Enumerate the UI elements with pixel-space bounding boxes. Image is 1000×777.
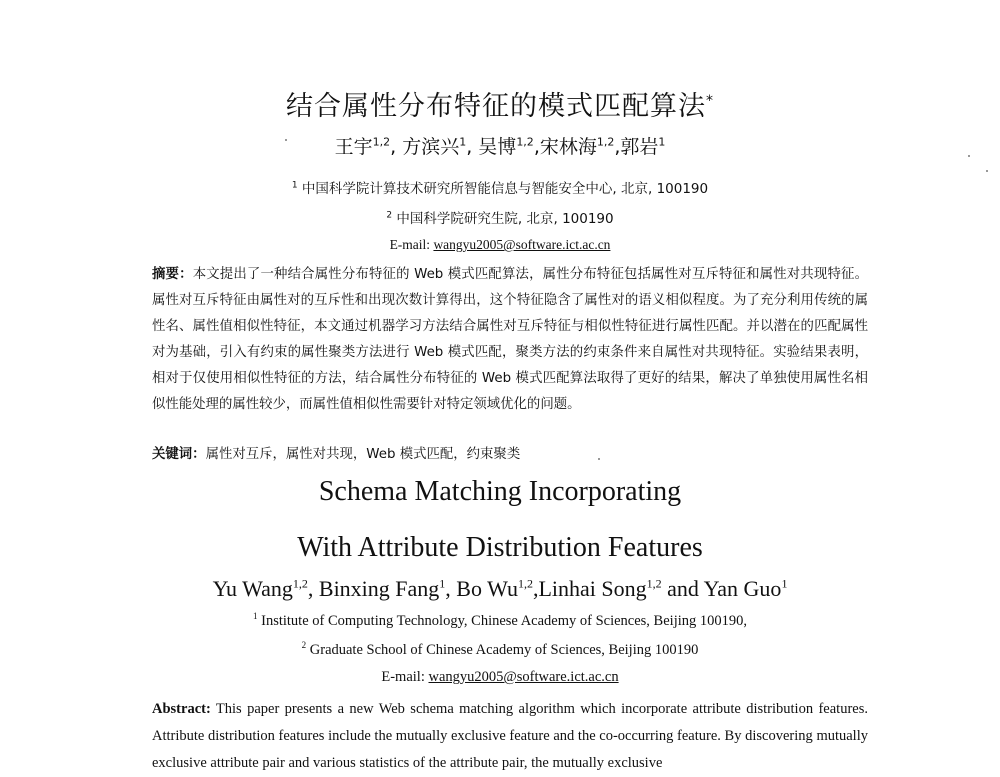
en-abstract-text: This paper presents a new Web schema matching algorithm which incorporate attribute distribution features. Attribute distribution features include the mutually exclusive feature and the co-occurring feature. By discovering mutually exclusive attribute pair and various statistics of the attribute pair, the mutually exclusive — [152, 701, 868, 771]
cn-author: 吴博 — [478, 136, 517, 158]
cn-author-sup: 1 — [658, 135, 666, 149]
en-author: Binxing Fang — [318, 576, 440, 601]
scan-speck — [986, 170, 988, 172]
en-affiliation-1 — [0, 611, 1000, 630]
en-email-line — [0, 669, 1000, 686]
cn-affiliation-1 — [0, 177, 1000, 197]
en-affiliation-sup: 2 — [301, 640, 307, 650]
cn-author-sep: ,郭岩 — [614, 136, 659, 158]
en-title-line-2: With Attribute Distribution Features — [297, 532, 703, 563]
en-author: Yan Guo — [703, 576, 782, 601]
email-link[interactable]: wangyu2005@software.ict.ac.cn — [428, 669, 619, 685]
en-abstract-label: Abstract: — [152, 701, 211, 717]
en-author-sup: 1,2 — [292, 576, 308, 591]
cn-affiliation-sup: 1 — [291, 180, 298, 191]
cn-affiliation-sup: 2 — [386, 210, 393, 221]
en-author-sup: 1 — [781, 576, 788, 591]
email-label: E-mail: — [389, 237, 434, 252]
en-author-sup: 1 — [439, 576, 446, 591]
scan-speck — [598, 458, 600, 460]
cn-author-sep: , — [390, 136, 403, 158]
en-author-sup: 1,2 — [517, 576, 533, 591]
cn-author-sup: 1,2 — [372, 135, 391, 149]
en-author-sup: 1,2 — [646, 576, 662, 591]
cn-abstract — [152, 262, 868, 418]
email-link[interactable]: wangyu2005@software.ict.ac.cn — [433, 237, 611, 252]
en-affiliation-text: Graduate School of Chinese Academy of Sciences, Beijing 100190 — [309, 641, 699, 658]
en-affiliation-text: Institute of Computing Technology, Chinese Academy of Sciences, Beijing 100190, — [261, 612, 747, 629]
cn-title — [0, 84, 1000, 123]
cn-title-text: 结合属性分布特征的模式匹配算法 — [286, 91, 706, 122]
cn-affiliation-2 — [0, 207, 1000, 227]
cn-author: 王宇 — [334, 136, 373, 158]
cn-keywords-label: 关键词： — [152, 447, 206, 462]
cn-keywords-text: 属性对互斥，属性对共现，Web 模式匹配，约束聚类 — [205, 447, 521, 462]
cn-author-sep: , — [466, 136, 479, 158]
cn-title-footnote-mark: * — [706, 93, 714, 109]
cn-author-sup: 1,2 — [516, 135, 534, 149]
en-affiliation-2 — [0, 640, 1000, 659]
cn-email-line — [0, 237, 1000, 253]
cn-author: 方滨兴 — [402, 136, 460, 158]
en-author-sep: and — [661, 576, 704, 601]
en-title-line-1: Schema Matching Incorporating — [318, 476, 682, 507]
cn-abstract-text: 本文提出了一种结合属性分布特征的 Web 模式匹配算法，属性分布特征包括属性对互斥特征和属性对共现特征。属性对互斥特征由属性对的互斥性和出现次数计算得出，这个特征隐含了属性对的语义相似程度。为了充分利用传统的属性名、属性值相似性特征，本文通过机器学习方法结合属性对互斥特征与相似性特征进行属性匹配。并以潜在的匹配属性对为基础，引入有约束的属性聚类方法进行 Web 模式匹配，聚类方法的约束条件来自属性对共现特征。实验结果表明，相对于仅使用相似性特征的方法，结合属性分布特征的 Web 模式匹配算法取得了更好的结果，解决了单独使用属性名相似性能处理的属性较少，而属性值相似性需要针对特定领域优化的问题。 — [152, 267, 868, 412]
en-affiliation-sup: 1 — [253, 611, 258, 621]
cn-affiliation-text: 中国科学院计算技术研究所智能信息与智能安全中心, 北京, 100190 — [301, 181, 709, 197]
en-author: Linhai Song — [538, 576, 647, 601]
email-label: E-mail: — [381, 669, 429, 685]
cn-author-sep: ,宋林海 — [533, 136, 597, 158]
en-abstract — [152, 696, 868, 777]
en-authors — [0, 576, 1000, 602]
en-author-sep: , — [532, 576, 539, 601]
cn-abstract-label: 摘要： — [152, 267, 193, 282]
en-author: Bo Wu — [456, 576, 518, 601]
en-author-sep: , — [307, 576, 319, 601]
en-author-sep: , — [445, 576, 457, 601]
cn-authors — [0, 132, 1000, 159]
scan-speck — [968, 155, 970, 157]
cn-author-sup: 1,2 — [596, 135, 615, 149]
scan-speck — [285, 139, 287, 141]
en-author: Yu Wang — [212, 576, 293, 601]
cn-author-sup: 1 — [459, 135, 467, 149]
cn-keywords — [152, 443, 868, 462]
cn-affiliation-text: 中国科学院研究生院, 北京, 100190 — [396, 211, 614, 227]
